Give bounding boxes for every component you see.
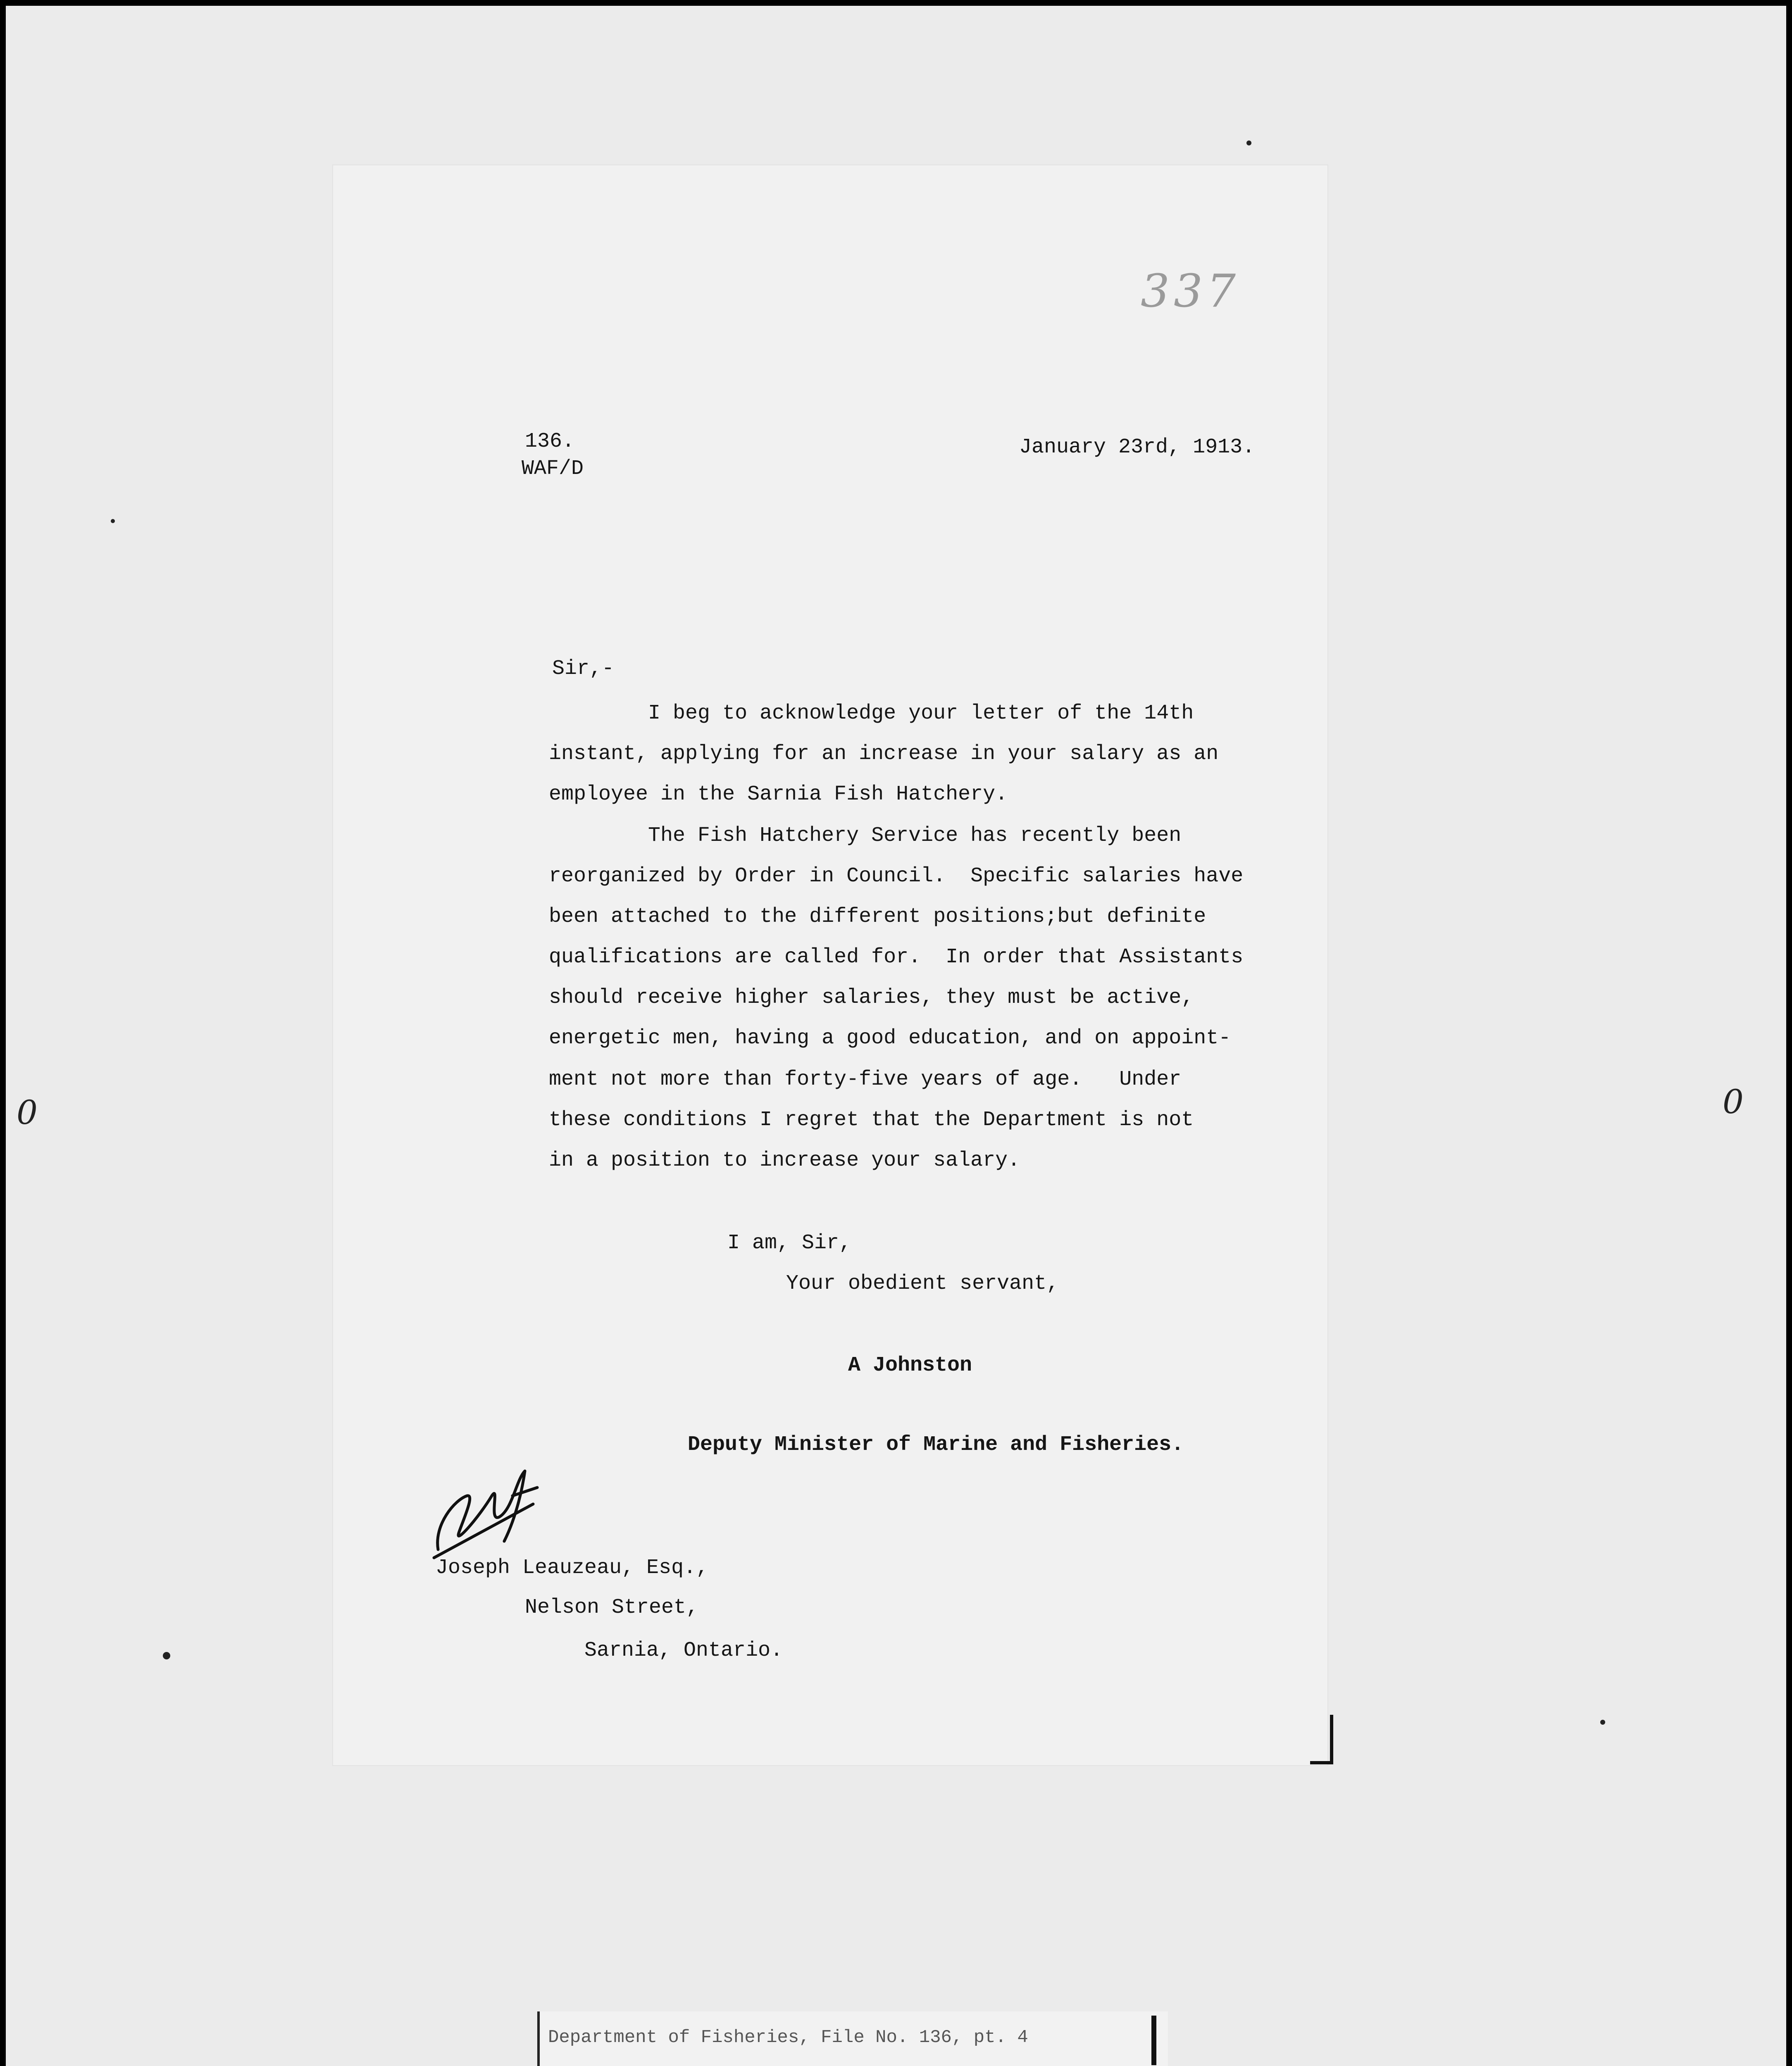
body-line: instant, applying for an increase in your salary as an [549, 742, 1219, 766]
sheet-edge-shadow-bottom [1310, 1761, 1333, 1764]
body-line: qualifications are called for. In order that Assistants [549, 945, 1244, 969]
body-line: been attached to the different positions;but definite [549, 905, 1206, 928]
body-line: in a position to increase your salary. [549, 1149, 1020, 1172]
body-line: I beg to acknowledge your letter of the 14th [549, 702, 1194, 725]
dust-speck [111, 519, 115, 523]
dust-speck [1246, 140, 1251, 145]
address-line: Nelson Street, [525, 1596, 699, 1619]
letter-date: January 23rd, 1913. [1019, 436, 1255, 459]
archive-reference: Department of Fisheries, File No. 136, pt. 4 [548, 2027, 1028, 2048]
signer-title: Deputy Minister of Marine and Fisheries. [688, 1433, 1184, 1457]
signer-name: A Johnston [848, 1354, 972, 1377]
body-line: ment not more than forty-five years of age. Under [549, 1068, 1182, 1091]
address-line: Joseph Leauzeau, Esq., [436, 1556, 709, 1580]
body-line: these conditions I regret that the Department is not [549, 1108, 1194, 1132]
dust-speck [163, 1652, 170, 1659]
sheet-edge-shadow [1330, 1715, 1333, 1764]
closing-line: I am, Sir, [727, 1231, 852, 1255]
frame-mark-right: 0 [1723, 1083, 1744, 1121]
body-line: employee in the Sarnia Fish Hatchery. [549, 783, 1008, 806]
pencil-page-number: 337 [1141, 264, 1240, 317]
reference-strip-bar [1151, 2016, 1156, 2065]
body-line: should receive higher salaries, they must be active, [549, 986, 1194, 1009]
dust-speck [1600, 1720, 1605, 1725]
file-reference: 136. [525, 430, 575, 453]
body-line: The Fish Hatchery Service has recently been [549, 824, 1182, 847]
frame-mark-left: 0 [17, 1093, 38, 1132]
body-line: energetic men, having a good education, and on appoint- [549, 1026, 1231, 1050]
closing-line: Your obedient servant, [786, 1272, 1059, 1295]
body-line: reorganized by Order in Council. Specific salaries have [549, 864, 1244, 888]
typist-initials: WAF/D [522, 457, 584, 481]
salutation: Sir,- [552, 657, 615, 681]
address-line: Sarnia, Ontario. [584, 1639, 783, 1662]
handwritten-initials-mark [430, 1442, 554, 1566]
